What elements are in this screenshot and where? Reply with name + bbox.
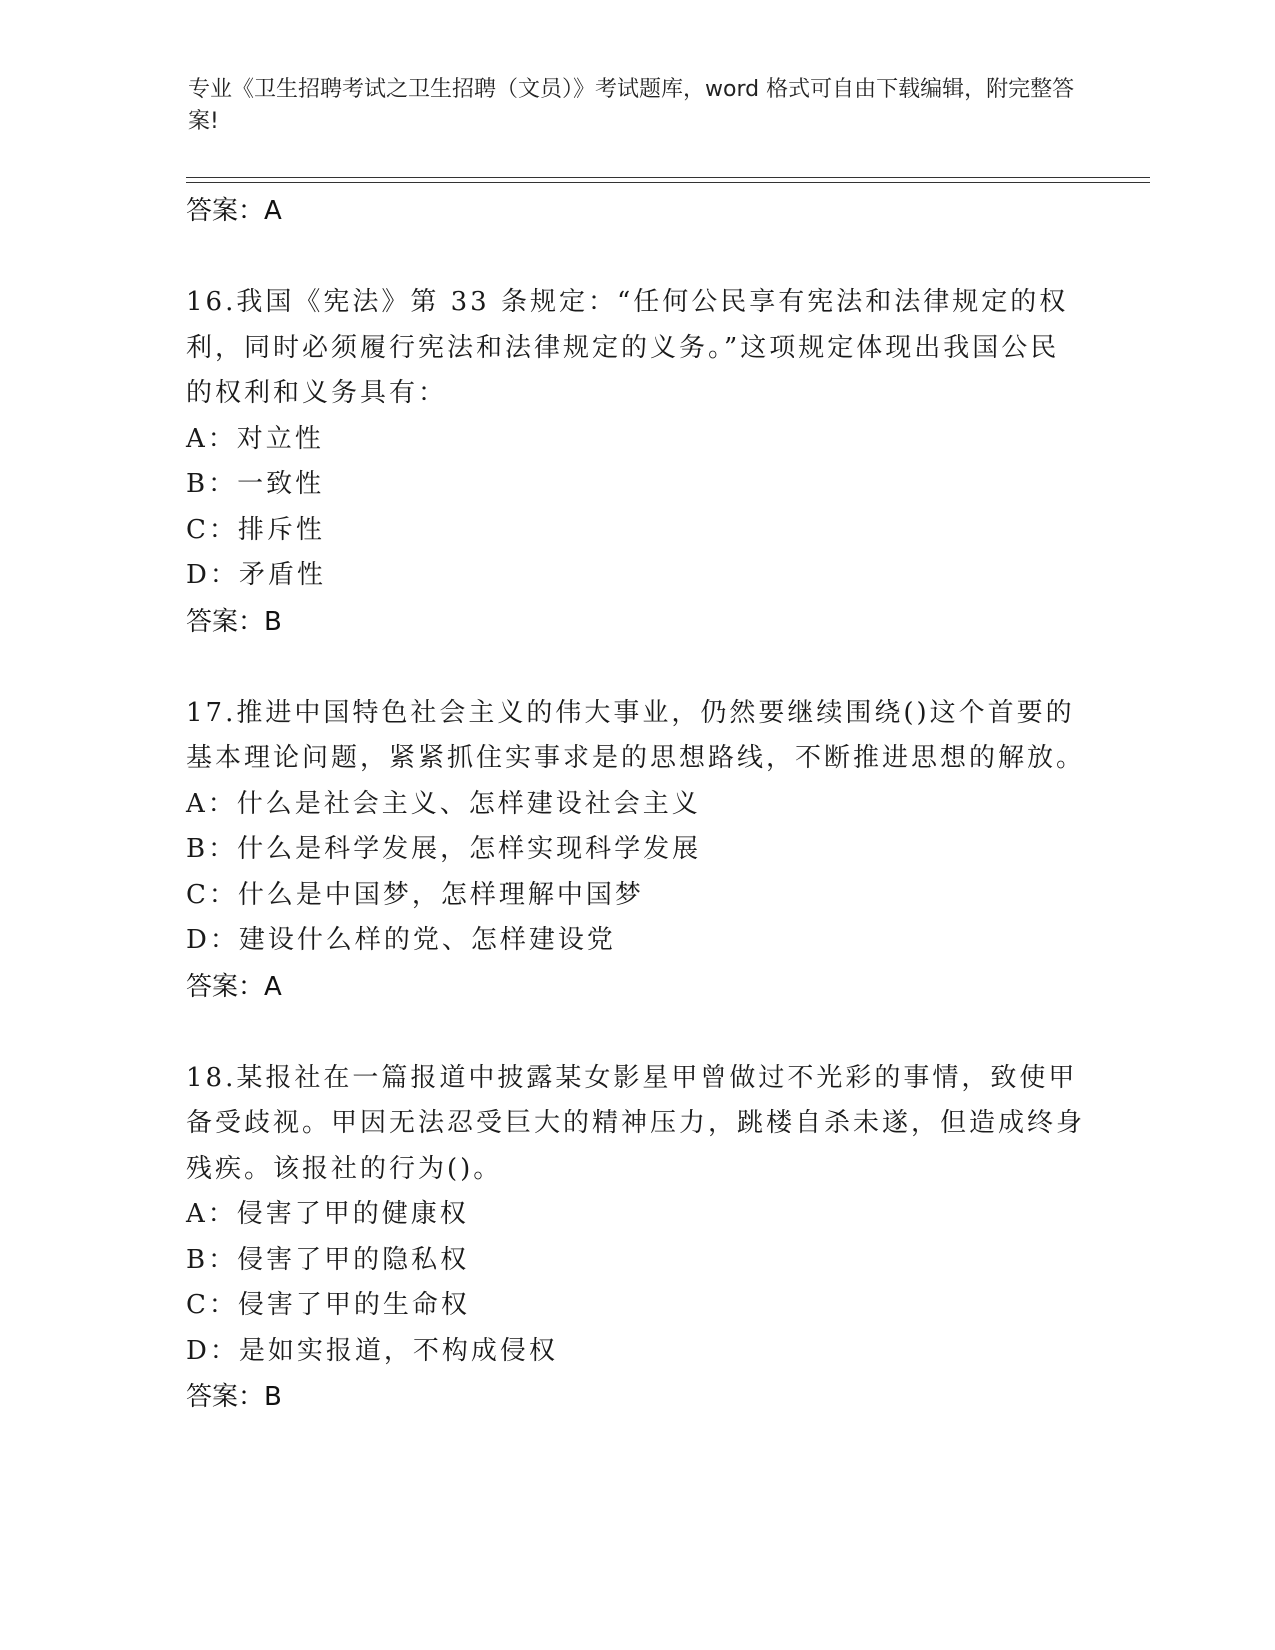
question-text: 18.某报社在一篇报道中披露某女影星甲曾做过不光彩的事情，致使甲备受歧视。甲因无法忍受巨大的精神压力，跳楼自杀未遂，但造成终身残疾。该报社的行为()。 bbox=[186, 1062, 1086, 1184]
option-a: A：什么是社会主义、怎样建设社会主义 bbox=[186, 788, 701, 819]
option-b: B：一致性 bbox=[186, 469, 325, 499]
option-d: D：矛盾性 bbox=[186, 560, 326, 590]
question-list bbox=[186, 188, 1086, 1420]
option-c: C：排斥性 bbox=[186, 514, 325, 545]
header-rule bbox=[186, 177, 1150, 178]
question-block bbox=[186, 280, 1086, 645]
question-block bbox=[186, 1056, 1086, 1421]
option-b: B：侵害了甲的隐私权 bbox=[186, 1244, 470, 1275]
option-a: A：侵害了甲的健康权 bbox=[186, 1199, 469, 1229]
option-b: B：什么是科学发展，怎样实现科学发展 bbox=[186, 834, 702, 864]
answer-line: 答案：A bbox=[186, 971, 282, 1002]
page-header: 专业《卫生招聘考试之卫生招聘（文员）》考试题库，word 格式可自由下载编辑，附完整答案! bbox=[188, 77, 1075, 134]
answer-line: 答案：A bbox=[186, 196, 282, 226]
option-c: C：什么是中国梦，怎样理解中国梦 bbox=[186, 879, 644, 910]
question-text: 17.推进中国特色社会主义的伟大事业，仍然要继续围绕()这个首要的基本理论问题，紧紧抓住实事求是的思想路线，不断推进思想的解放。 bbox=[186, 697, 1086, 773]
option-d: D：建设什么样的党、怎样建设党 bbox=[186, 925, 616, 955]
option-d: D：是如实报道，不构成侵权 bbox=[186, 1335, 558, 1366]
answer-line: 答案：B bbox=[186, 1382, 282, 1412]
question-block bbox=[186, 691, 1086, 1010]
question-text: 16.我国《宪法》第 33 条规定：“任何公民享有宪法和法律规定的权利，同时必须履行宪法和法律规定的义务。”这项规定体现出我国公民的权利和义务具有： bbox=[186, 287, 1069, 408]
header-rule-secondary bbox=[186, 182, 1150, 183]
option-a: A：对立性 bbox=[186, 423, 324, 454]
answer-line: 答案：B bbox=[186, 606, 282, 637]
option-c: C：侵害了甲的生命权 bbox=[186, 1290, 470, 1320]
